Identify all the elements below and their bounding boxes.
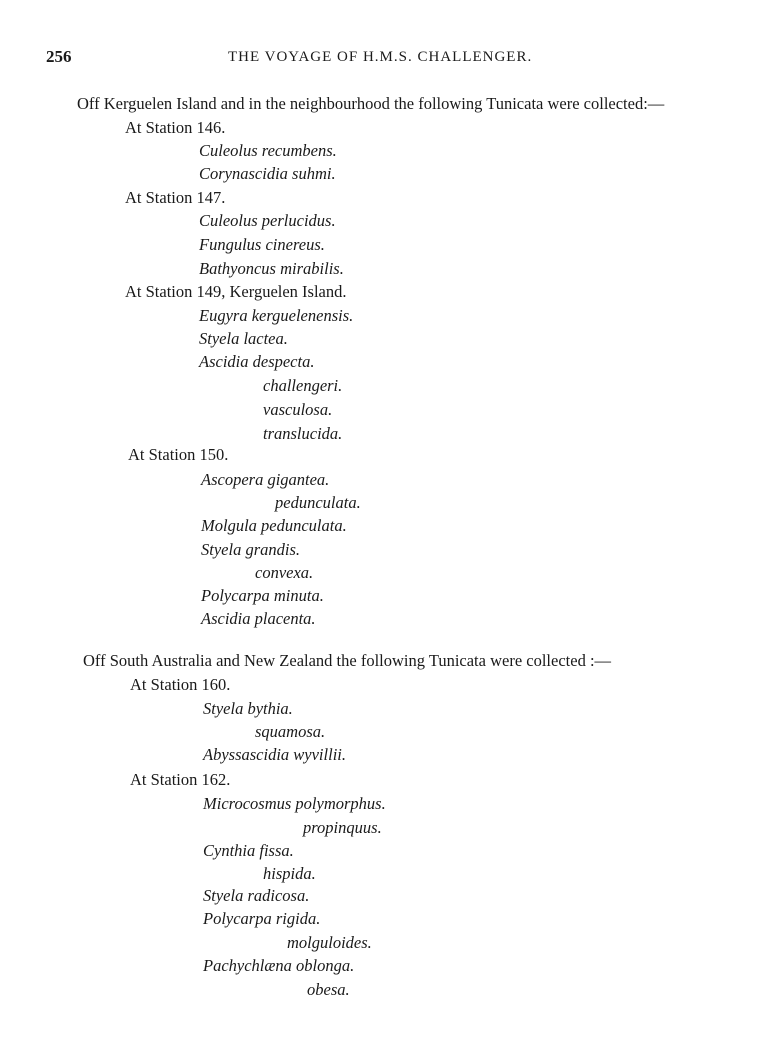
species-name: Culeolus perlucidus.: [199, 211, 336, 230]
species-name: Microcosmus polymorphus.: [203, 794, 386, 813]
species-name: Styela lactea.: [199, 329, 288, 348]
species-name: pedunculata.: [275, 493, 361, 512]
species-name: Styela radicosa.: [203, 886, 310, 905]
station-label: At Station 149, Kerguelen Island.: [125, 282, 347, 301]
page-number: 256: [46, 47, 72, 66]
species-name: Ascidia placenta.: [201, 609, 316, 628]
species-name: Corynascidia suhmi.: [199, 164, 336, 183]
species-name: Polycarpa minuta.: [201, 586, 324, 605]
species-name: vasculosa.: [263, 400, 333, 419]
section-intro: Off South Australia and New Zealand the following Tunicata were collected :—: [83, 651, 612, 670]
section-intro: Off Kerguelen Island and in the neighbourhood the following Tunicata were collected:—: [77, 94, 665, 113]
station-label: At Station 146.: [125, 118, 226, 137]
species-name: hispida.: [263, 864, 316, 883]
station-label: At Station 162.: [130, 770, 231, 789]
species-name: Cynthia fissa.: [203, 841, 294, 860]
species-name: translucida.: [263, 424, 343, 443]
species-name: propinquus.: [303, 818, 382, 837]
species-name: molguloides.: [287, 933, 372, 952]
running-title: THE VOYAGE OF H.M.S. CHALLENGER.: [228, 49, 533, 65]
species-name: Eugyra kerguelenensis.: [199, 306, 354, 325]
species-name: challengeri.: [263, 376, 343, 395]
species-name: Ascidia despecta.: [199, 352, 315, 371]
species-name: obesa.: [307, 980, 350, 999]
station-label: At Station 150.: [128, 445, 229, 464]
species-name: Styela bythia.: [203, 699, 293, 718]
species-name: Fungulus cinereus.: [199, 235, 325, 254]
species-name: Molgula pedunculata.: [201, 516, 347, 535]
station-label: At Station 147.: [125, 188, 226, 207]
species-name: Bathyoncus mirabilis.: [199, 259, 344, 278]
species-name: Abyssascidia wyvillii.: [203, 745, 346, 764]
species-name: Ascopera gigantea.: [201, 470, 330, 489]
species-name: Pachychlæna oblonga.: [203, 956, 355, 975]
species-name: Culeolus recumbens.: [199, 141, 337, 160]
species-name: convexa.: [255, 563, 314, 582]
species-name: Polycarpa rigida.: [203, 909, 321, 928]
species-name: Styela grandis.: [201, 540, 300, 559]
species-name: squamosa.: [255, 722, 326, 741]
station-label: At Station 160.: [130, 675, 231, 694]
